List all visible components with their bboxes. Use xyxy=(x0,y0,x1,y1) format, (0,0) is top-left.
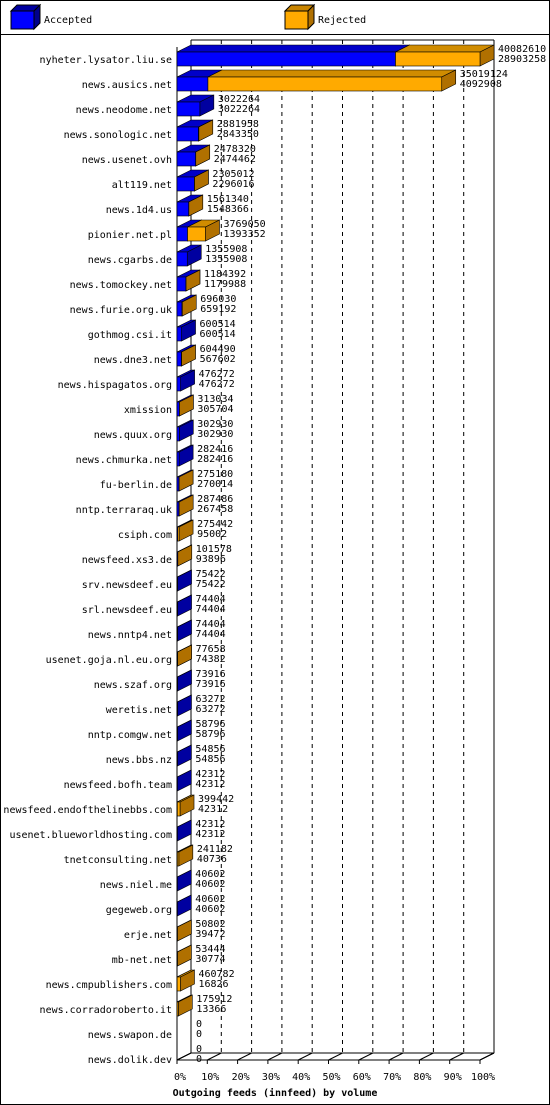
value-label-offered: 73916 xyxy=(195,669,226,680)
value-label-offered: 460782 xyxy=(198,969,235,980)
value-label-offered: 275442 xyxy=(197,519,234,530)
bar-rejected-front xyxy=(178,527,179,541)
bar-rejected-front xyxy=(177,802,180,816)
tick-label: 30% xyxy=(261,1072,280,1083)
bar-accepted-front xyxy=(177,452,179,466)
value-label-offered: 3769050 xyxy=(223,219,266,230)
value-label-offered: 53444 xyxy=(195,944,226,955)
category-label: alt119.net xyxy=(111,180,172,191)
value-label-accepted: 1179988 xyxy=(203,279,247,290)
value-label-offered: 42312 xyxy=(195,769,226,780)
category-label: usenet.goja.nl.eu.org xyxy=(45,655,172,666)
category-label: usenet.blueworldhosting.com xyxy=(9,830,172,841)
category-label: news.cmpublishers.com xyxy=(45,980,172,991)
value-label-accepted: 302930 xyxy=(197,429,234,440)
value-label-accepted: 270014 xyxy=(197,479,234,490)
value-label-accepted: 74404 xyxy=(195,629,226,640)
value-label-offered: 696030 xyxy=(200,294,237,305)
value-label-offered: 604490 xyxy=(199,344,236,355)
value-label-offered: 476272 xyxy=(198,369,235,380)
bar-accepted-front xyxy=(177,102,200,116)
value-label-offered: 1184392 xyxy=(203,269,247,280)
bar-rejected-front xyxy=(177,852,179,866)
tick-label: 60% xyxy=(352,1072,371,1083)
category-label: news.ausics.net xyxy=(81,80,172,91)
bar-accepted-front xyxy=(177,227,188,241)
value-label-offered: 2881958 xyxy=(216,119,259,130)
x-axis-title: Outgoing feeds (innfeed) by volume xyxy=(172,1088,378,1099)
value-label-offered: 2305012 xyxy=(212,169,255,180)
value-label-accepted: 1393352 xyxy=(223,229,266,240)
value-label-accepted: 2296016 xyxy=(212,179,255,190)
value-label-offered: 3022264 xyxy=(217,94,261,105)
bar-accepted-front xyxy=(177,377,181,391)
value-label-accepted: 95002 xyxy=(197,529,228,540)
legend-accepted-swatch xyxy=(11,5,40,29)
value-label-offered: 35019124 xyxy=(459,69,508,80)
value-label-accepted: 282416 xyxy=(197,454,234,465)
tick-label: 20% xyxy=(231,1072,250,1083)
tick-label: 40% xyxy=(292,1072,311,1083)
value-label-accepted: 659192 xyxy=(200,304,237,315)
value-label-offered: 600514 xyxy=(199,319,236,330)
bar-rejected-front xyxy=(208,77,442,91)
value-label-accepted: 0 xyxy=(196,1029,203,1040)
category-label: news.corradoroberto.it xyxy=(39,1005,172,1016)
value-label-offered: 0 xyxy=(196,1044,203,1055)
value-label-accepted: 16826 xyxy=(198,979,229,990)
category-label: tnetconsulting.net xyxy=(63,855,172,866)
value-label-offered: 313034 xyxy=(197,394,234,405)
value-label-offered: 74404 xyxy=(195,619,226,630)
value-label-accepted: 42312 xyxy=(198,804,229,815)
value-label-offered: 77658 xyxy=(195,644,226,655)
tick-label: 100% xyxy=(470,1072,496,1083)
value-label-accepted: 1548366 xyxy=(206,204,249,215)
category-label: newsfeed.endofthelinebbs.com xyxy=(3,805,172,816)
category-label: pionier.net.pl xyxy=(87,230,172,241)
tick-label: 0% xyxy=(173,1072,187,1083)
value-label-accepted: 40602 xyxy=(195,904,226,915)
category-label: news.bbs.nz xyxy=(105,755,172,766)
category-label: erje.net xyxy=(123,930,172,941)
bar-accepted-front xyxy=(177,477,179,491)
bar-rejected-front xyxy=(177,977,180,991)
bar-accepted-front xyxy=(177,52,395,66)
value-label-accepted: 40736 xyxy=(196,854,227,865)
value-label-accepted: 4092908 xyxy=(459,79,502,90)
category-label: fu-berlin.de xyxy=(99,480,172,491)
value-label-offered: 58796 xyxy=(195,719,226,730)
value-label-accepted: 1355908 xyxy=(205,254,248,265)
value-label-offered: 1561340 xyxy=(206,194,249,205)
value-label-accepted: 2843350 xyxy=(216,129,259,140)
category-label: mb-net.net xyxy=(111,955,172,966)
bar-accepted xyxy=(177,45,409,66)
tick-label: 80% xyxy=(413,1072,432,1083)
category-label: srl.newsdeef.eu xyxy=(81,605,172,616)
value-label-offered: 282416 xyxy=(197,444,234,455)
value-label-offered: 287486 xyxy=(197,494,234,505)
value-label-offered: 399442 xyxy=(198,794,235,805)
value-label-offered: 40602 xyxy=(195,894,226,905)
value-label-offered: 63272 xyxy=(195,694,226,705)
legend-rejected-swatch xyxy=(285,5,314,29)
category-label: xmission xyxy=(123,405,172,416)
category-label: news.chmurka.net xyxy=(75,455,172,466)
category-label: newsfeed.xs3.de xyxy=(81,555,172,566)
value-label-offered: 241182 xyxy=(196,844,233,855)
bar-accepted-front xyxy=(177,577,178,591)
bar-accepted-front xyxy=(177,202,189,216)
value-label-offered: 50802 xyxy=(195,919,226,930)
bar-accepted-front xyxy=(177,177,194,191)
category-label: news.nntp4.net xyxy=(87,630,172,641)
bar-accepted-front xyxy=(177,327,182,341)
value-label-accepted: 305704 xyxy=(197,404,234,415)
bar-rejected-front xyxy=(395,52,480,66)
tick-label: 50% xyxy=(322,1072,341,1083)
bar-accepted-front xyxy=(177,502,179,516)
value-label-offered: 40082610 xyxy=(498,44,547,55)
bar-rejected-top xyxy=(395,45,494,52)
value-label-accepted: 267458 xyxy=(197,504,234,515)
value-label-accepted: 600514 xyxy=(199,329,236,340)
bar-accepted-front xyxy=(177,602,178,616)
value-label-accepted: 54856 xyxy=(195,754,226,765)
value-label-accepted: 30774 xyxy=(195,954,226,965)
category-label: news.swapon.de xyxy=(87,1030,172,1041)
category-label: weretis.net xyxy=(105,705,172,716)
legend-rejected-label: Rejected xyxy=(318,15,367,26)
category-label: news.1d4.us xyxy=(105,205,172,216)
value-label-accepted: 40602 xyxy=(195,879,226,890)
bar-accepted-top xyxy=(177,45,409,52)
value-label-accepted: 63272 xyxy=(195,704,226,715)
bar-rejected xyxy=(208,70,456,91)
value-label-offered: 302930 xyxy=(197,419,234,430)
value-label-offered: 42312 xyxy=(195,819,226,830)
category-label: news.hispagatos.org xyxy=(57,380,172,391)
category-label: news.niel.me xyxy=(99,880,172,891)
value-label-accepted: 476272 xyxy=(198,379,235,390)
bar-accepted-front xyxy=(177,402,179,416)
value-label-accepted: 74404 xyxy=(195,604,226,615)
category-label: news.usenet.ovh xyxy=(81,155,172,166)
value-label-offered: 101578 xyxy=(195,544,232,555)
value-label-accepted: 3022264 xyxy=(217,104,261,115)
bar-accepted-front xyxy=(177,427,179,441)
category-label: news.quux.org xyxy=(93,430,172,441)
value-label-accepted: 42312 xyxy=(195,779,226,790)
tick-label: 90% xyxy=(443,1072,462,1083)
value-label-accepted: 28903258 xyxy=(498,54,547,65)
category-label: gothmog.csi.it xyxy=(87,330,172,341)
value-label-accepted: 567602 xyxy=(199,354,236,365)
value-label-accepted: 39472 xyxy=(195,929,226,940)
value-label-accepted: 58796 xyxy=(195,729,226,740)
category-label: news.szaf.org xyxy=(93,680,172,691)
bar-rejected-top xyxy=(208,70,456,77)
value-label-accepted: 73916 xyxy=(195,679,226,690)
value-label-accepted: 2474462 xyxy=(213,154,256,165)
value-label-accepted: 13366 xyxy=(196,1004,227,1015)
category-label: gegeweb.org xyxy=(105,905,172,916)
bar-accepted-front xyxy=(177,277,186,291)
value-label-offered: 74404 xyxy=(195,594,226,605)
category-label: srv.newsdeef.eu xyxy=(81,580,172,591)
bar-accepted-front xyxy=(177,352,181,366)
value-label-offered: 75422 xyxy=(195,569,226,580)
category-label: newsfeed.bofh.team xyxy=(63,780,172,791)
category-label: nntp.comgw.net xyxy=(87,730,172,741)
bar-accepted-front xyxy=(177,627,178,641)
bar-accepted-front xyxy=(177,152,196,166)
value-label-accepted: 42312 xyxy=(195,829,226,840)
category-label: news.tomockey.net xyxy=(69,280,172,291)
value-label-accepted: 75422 xyxy=(195,579,226,590)
bar-accepted-front xyxy=(177,127,198,141)
value-label-accepted: 74382 xyxy=(195,654,226,665)
bar-rejected-front xyxy=(177,1002,178,1016)
category-label: nntp.terraraq.uk xyxy=(75,505,172,516)
value-label-offered: 1355908 xyxy=(205,244,248,255)
tick-label: 70% xyxy=(383,1072,402,1083)
category-label: news.dne3.net xyxy=(93,355,172,366)
value-label-offered: 2478320 xyxy=(213,144,256,155)
bar-accepted-front xyxy=(177,302,182,316)
value-label-offered: 40602 xyxy=(195,869,226,880)
bar-accepted-front xyxy=(177,252,187,266)
category-label: nyheter.lysator.liu.se xyxy=(39,55,172,66)
value-label-accepted: 0 xyxy=(196,1054,203,1065)
category-label: news.sonologic.net xyxy=(63,130,172,141)
bar-rejected xyxy=(395,45,494,66)
category-label: news.furie.org.uk xyxy=(69,305,172,316)
tick-label: 10% xyxy=(201,1072,220,1083)
bar-accepted-front xyxy=(177,77,208,91)
value-label-offered: 175912 xyxy=(196,994,233,1005)
value-label-accepted: 93896 xyxy=(195,554,226,565)
legend-accepted-label: Accepted xyxy=(44,15,93,26)
category-label: news.cgarbs.de xyxy=(87,255,172,266)
value-label-offered: 275180 xyxy=(197,469,234,480)
bar-rejected-front xyxy=(188,227,206,241)
value-label-offered: 54856 xyxy=(195,744,226,755)
category-label: csiph.com xyxy=(117,530,172,541)
category-label: news.neodome.net xyxy=(75,105,172,116)
chart-frame xyxy=(1,1,550,1105)
category-label: news.dolik.dev xyxy=(87,1055,172,1066)
bar-accepted-front xyxy=(177,677,178,691)
value-label-offered: 0 xyxy=(196,1019,203,1030)
